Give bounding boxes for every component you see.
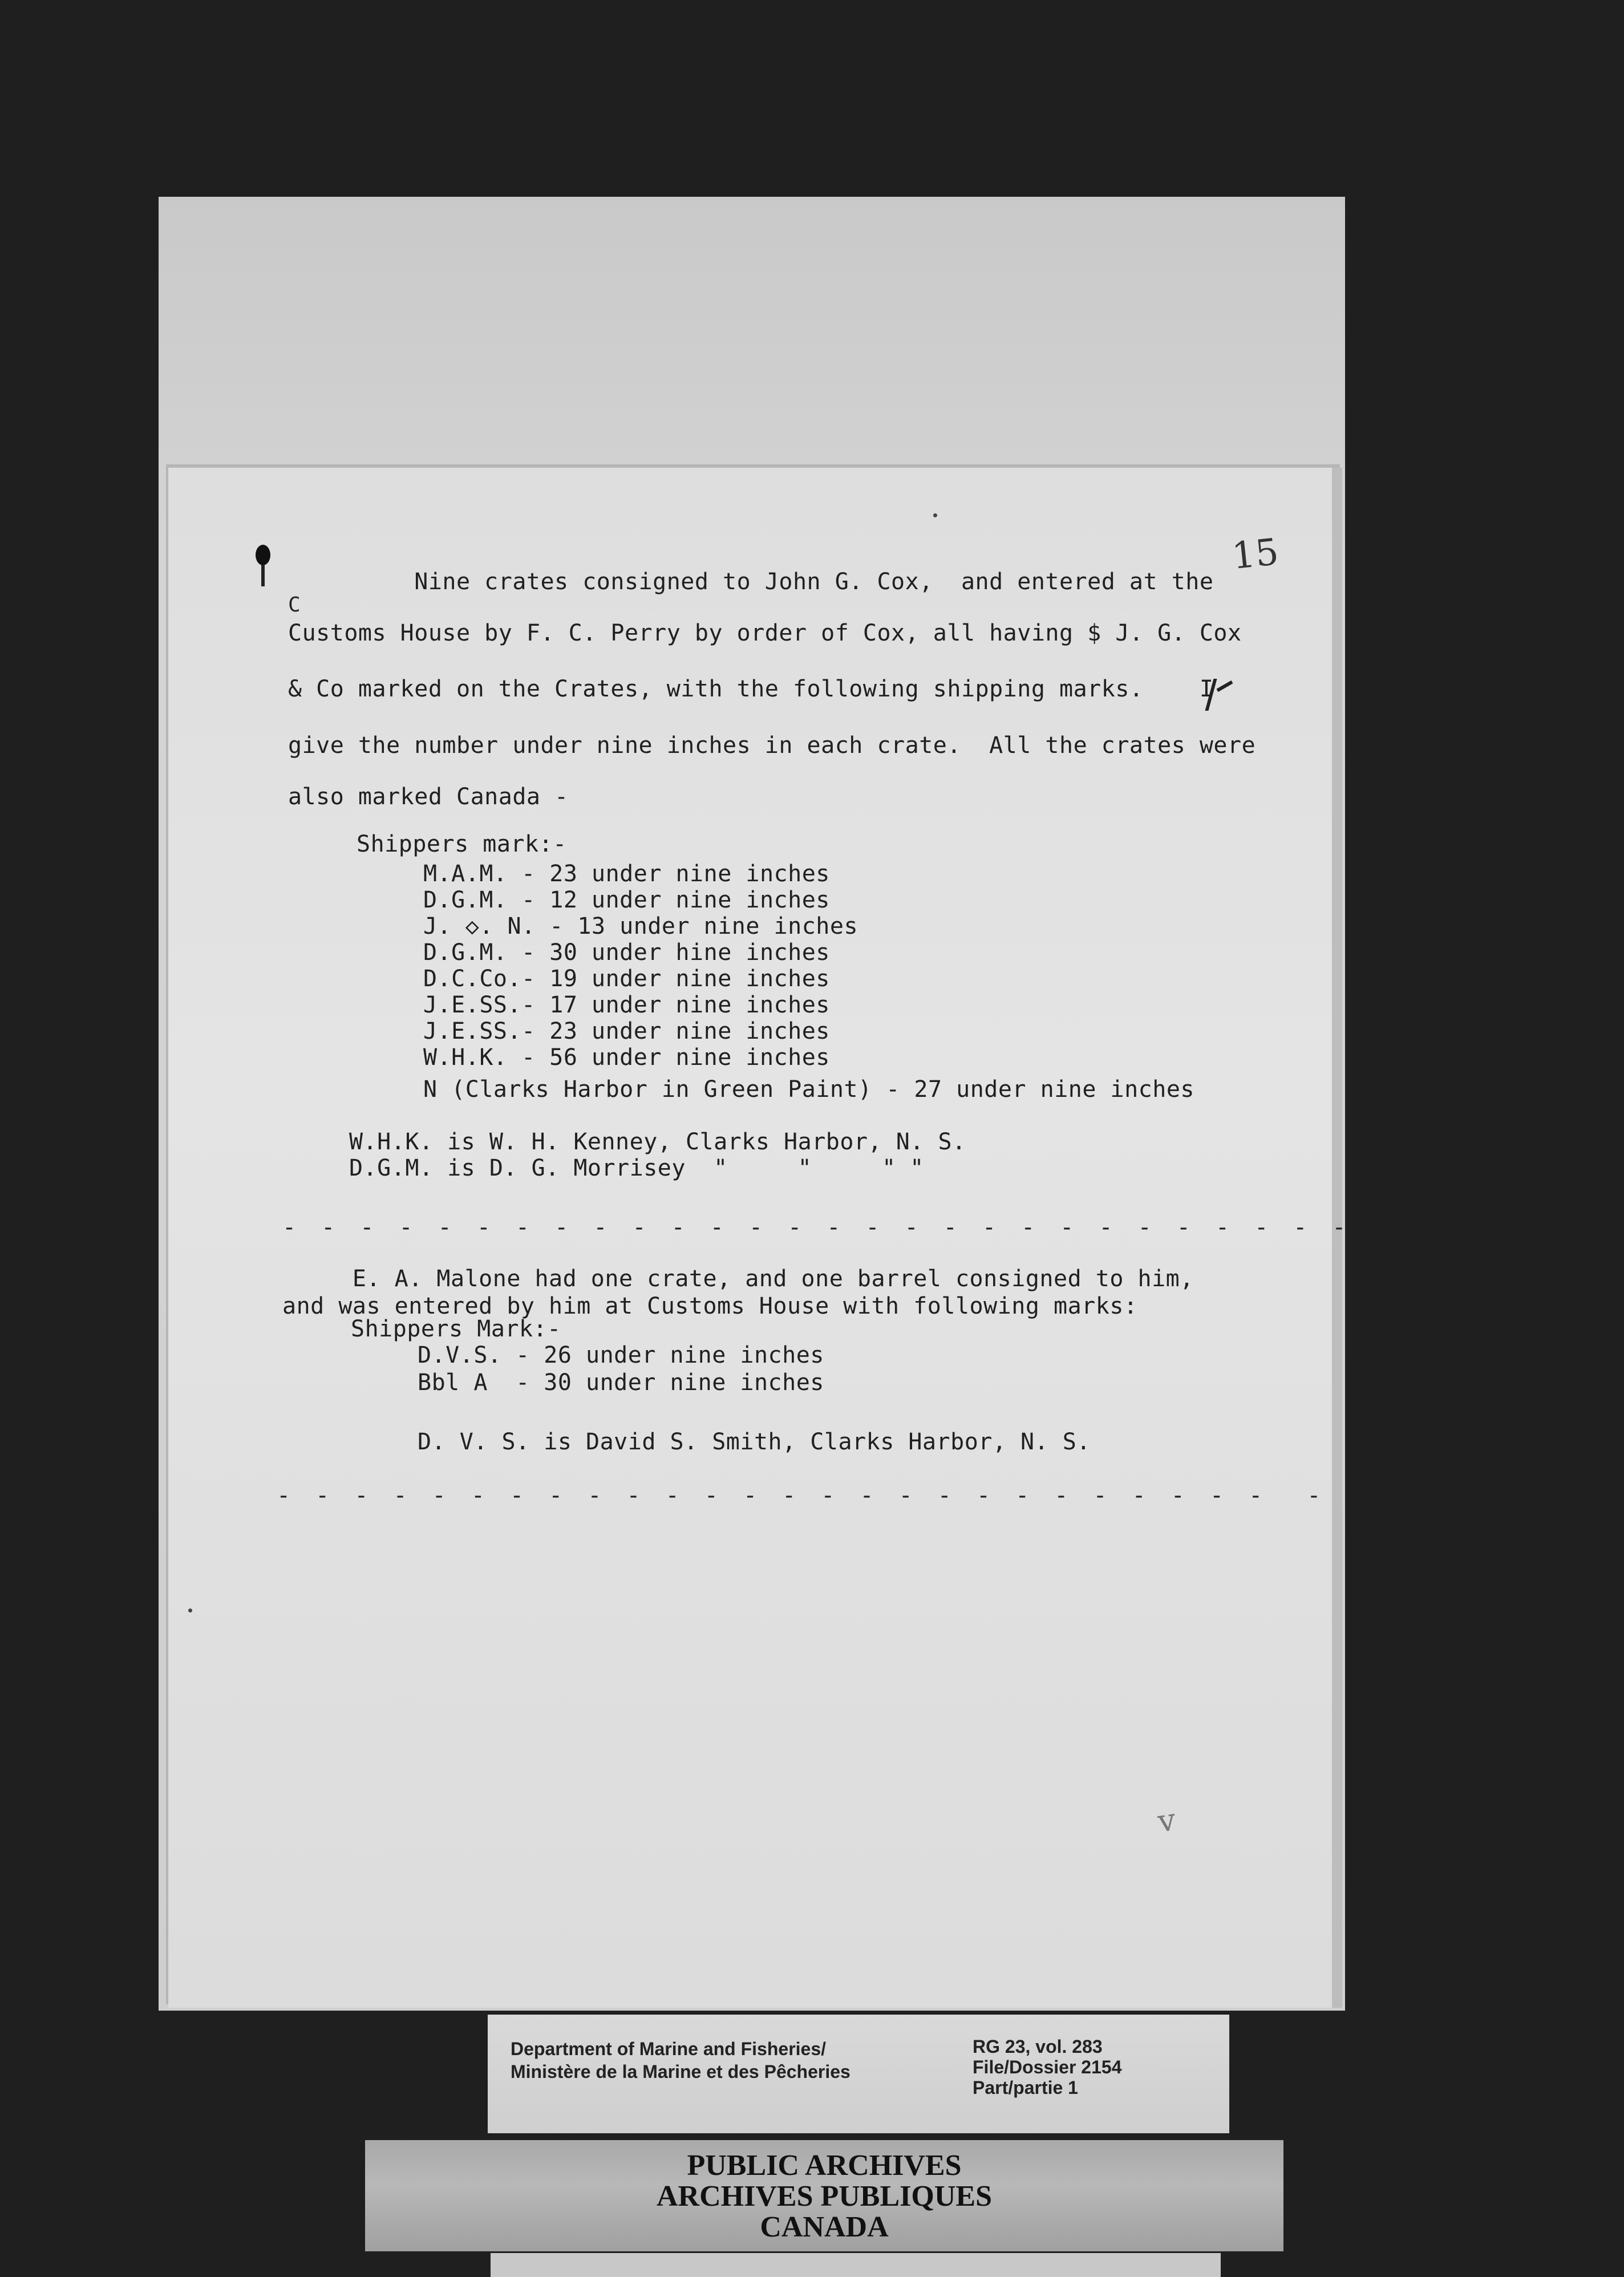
page-number: 15 [1230,530,1281,578]
speck [933,513,937,517]
speck [188,1609,192,1612]
separator: - - - - - - - - - - - - - - - - - - - - - - - - - - - - - - - - - - - [282,1214,1624,1241]
stamp-line: PUBLIC ARCHIVES [687,2149,962,2182]
record-group: RG 23, vol. 283 [973,2036,1103,2057]
bottom-strip [491,2253,1221,2277]
archives-stamp [365,2140,1283,2251]
check-mark: v [1155,1801,1178,1840]
owner-line: D.G.M. is D. G. Morrisey " " " " [349,1155,924,1181]
stamp-line: ARCHIVES PUBLIQUES [656,2180,993,2213]
body-line: Customs House by F. C. Perry by order of Cox, all having $ J. G. Cox [288,620,1242,646]
margin-letter: C [288,593,301,617]
malone-mark: Bbl A - 30 under nine inches [418,1370,824,1396]
malone-line: E. A. Malone had one crate, and one barrel consigned to him, [282,1266,1194,1292]
mark-line: M.A.M. - 23 under nine inches [423,861,830,887]
mark-line: J.E.SS.- 23 under nine inches [423,1018,830,1044]
punch-hole-mark [256,545,270,565]
department-fr: Ministère de la Marine et des Pêcheries [511,2061,851,2082]
shippers-mark-heading: Shippers mark:- [357,831,567,857]
mark-line: D.G.M. - 12 under nine inches [423,887,830,913]
department-en: Department of Marine and Fisheries/ [511,2039,827,2059]
file-number: File/Dossier 2154 [973,2057,1122,2077]
malone-heading: Shippers Mark:- [351,1316,561,1342]
body-line: & Co marked on the Crates, with the following shipping marks. I [288,676,1214,702]
part-number: Part/partie 1 [973,2077,1078,2098]
stamp-text [365,2150,1283,2243]
mark-line: W.H.K. - 56 under nine inches [423,1044,830,1071]
malone-mark: D.V.S. - 26 under nine inches [418,1342,824,1368]
mark-line: D.C.Co.- 19 under nine inches [423,966,830,992]
archive-reference-label [488,2015,1229,2133]
owner-line: W.H.K. is W. H. Kenney, Clarks Harbor, N. S. [349,1129,966,1155]
mark-line: D.G.M. - 30 under hine inches [423,939,830,966]
separator: - - - - - - - - - - - - - - - - - - - - - - - - - - - - - - - [277,1482,1502,1509]
body-line: give the number under nine inches in each crate. All the crates were [288,732,1256,759]
archive-reference [973,2036,1121,2098]
body-line: also marked Canada - [288,784,569,810]
mark-line: J. ◇. N. - 13 under nine inches [423,913,858,939]
malone-line: and was entered by him at Customs House with following marks: [282,1293,1138,1319]
department-name [511,2037,944,2083]
body-line: Nine crates consigned to John G. Cox, and entered at the [288,569,1214,595]
malone-owner: D. V. S. is David S. Smith, Clarks Harbor, N. S. [418,1429,1091,1455]
mark-line: J.E.SS.- 17 under nine inches [423,992,830,1018]
mark-line: N (Clarks Harbor in Green Paint) - 27 under nine inches [423,1076,1195,1103]
stamp-line: CANADA [760,2211,889,2243]
punch-hole-tail [261,565,265,586]
